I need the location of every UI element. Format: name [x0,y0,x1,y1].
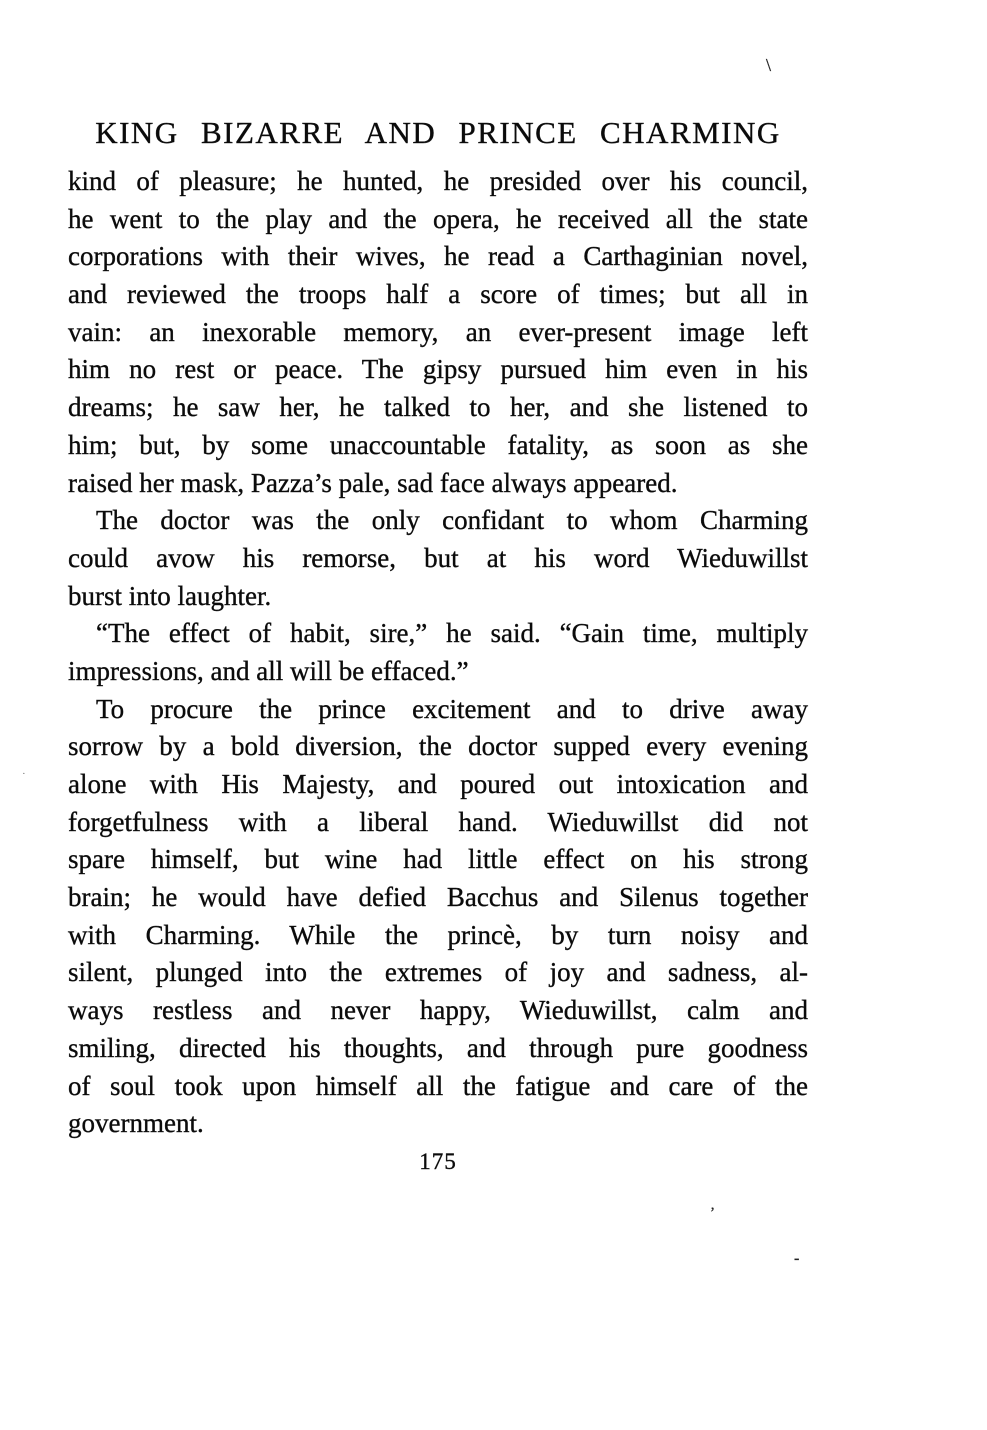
text-line: ways restless and never happy, Wieduwillst, calm and [68,995,808,1026]
chapter-heading: KING BIZARRE AND PRINCE CHARMING [95,115,781,150]
text-line: The doctor was the only confidant to whom Charming [96,505,808,536]
text-line: and reviewed the troops half a score of times; but all in [68,279,808,310]
scan-artifact-backslash-mark: \ [766,55,772,75]
text-line: could avow his remorse, but at his word Wieduwillst [68,542,808,573]
text-line: burst into laughter. [68,580,272,611]
text-line: him; but, by some unaccountable fatality, as soon as she [68,429,808,460]
text-line: kind of pleasure; he hunted, he presided over his council, [68,166,808,196]
text-line: spare himself, but wine had little effect on his strong [68,844,808,875]
scan-artifact-slash-mark: ’ [710,1205,715,1221]
text-line: brain; he would have defied Bacchus and Silenus together [68,882,808,913]
text-line: vain: an inexorable memory, an ever-present image left [68,316,808,347]
scan-artifact-dot-speck: · [22,768,26,780]
text-line: dreams; he saw her, he talked to her, and she listened to [68,392,808,423]
text-line: he went to the play and the opera, he received all the state [68,203,808,234]
text-line: raised her mask, Pazza’s pale, sad face always appeared. [68,467,678,498]
paragraph [68,615,808,690]
paragraph [68,502,808,615]
text-line: government. [68,1108,204,1139]
paragraph [68,163,808,502]
text-line: him no rest or peace. The gipsy pursued him even in his [68,354,808,385]
text-line: impressions, and all will be effaced.” [68,655,469,686]
scan-artifact-dash-speck: - [794,1250,800,1267]
text-line: sorrow by a bold diversion, the doctor supped every evening [68,731,808,762]
page-body [68,163,808,1143]
text-line: of soul took upon himself all the fatigue and care of the [68,1070,808,1101]
text-line: corporations with their wives, he read a Carthaginian novel, [68,241,808,272]
text-line: with Charming. While the princè, by turn noisy and [68,919,808,950]
text-line: To procure the prince excitement and to drive away [96,693,808,724]
text-line: smiling, directed his thoughts, and through pure goodness [68,1032,808,1063]
paragraph [68,691,808,1143]
page-number: 175 [419,1149,457,1174]
text-line: alone with His Majesty, and poured out intoxication and [68,769,808,799]
text-line: silent, plunged into the extremes of joy and sadness, al- [68,957,808,988]
text-line: “The effect of habit, sire,” he said. “Gain time, multiply [96,618,808,649]
text-line: forgetfulness with a liberal hand. Wieduwillst did not [68,806,808,837]
